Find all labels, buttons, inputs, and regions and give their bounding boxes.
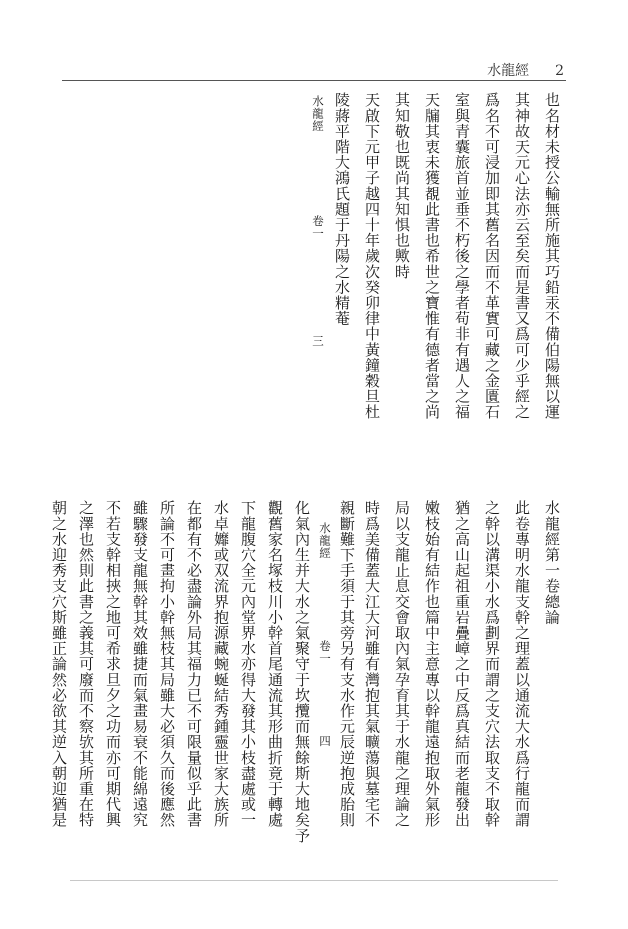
page-number: 2 xyxy=(555,63,564,79)
text-column: 也名材未授公輸無所施其巧鉛汞不備伯陽無以運 xyxy=(543,92,561,420)
text-column: 不若支幹相挾之地可希求旦夕之功而亦可期代興 xyxy=(104,500,122,828)
text-column: 猶之高山起祖重岩疊嶂之中反爲真結而老龍發出 xyxy=(453,500,471,828)
text-column: 雖驟發支龍無幹其效雖捷而氣畫易衰不能綿遠究 xyxy=(131,500,149,828)
section-heading: 水龍經第一卷總論 xyxy=(543,500,561,625)
margin-folio-number: 四 xyxy=(318,735,332,748)
text-column: 天啟下元甲子越四十年歲次癸卯律中黃鐘穀旦杜 xyxy=(363,92,381,420)
running-title: 水龍經 xyxy=(487,63,530,79)
text-column: 室與青囊旅首並垂不朽後之學者苟非有遇人之福 xyxy=(453,92,471,420)
text-column: 觀舊家名塚枝川小幹首尾通流其形曲折竟于轉處 xyxy=(266,500,284,828)
text-column: 時爲美備蓋大江大河雖有灣抱其氣曠蕩與墓宅不 xyxy=(363,500,381,828)
text-column: 其知敬也既尚其知惧也歟時 xyxy=(393,92,411,280)
scan-rule xyxy=(70,880,558,881)
text-column: 朝之水迎秀支穴斯雖正論然必欲其逆入朝迎猶是 xyxy=(50,500,68,828)
text-column: 下龍腹穴全元內堂界水亦得大發其小枝盡處或一 xyxy=(239,500,257,828)
page-header xyxy=(487,60,564,80)
margin-volume: 卷一 xyxy=(318,640,332,665)
margin-book-title: 水龍經 xyxy=(311,95,325,133)
text-column: 在都有不必盡論外局其福力已不可限量似乎此書 xyxy=(185,500,203,828)
margin-volume: 卷一 xyxy=(311,215,325,240)
text-column: 局以支龍止息交會取內氣孕育其于水龍之理論之 xyxy=(393,500,411,828)
text-column: 嫩枝始有結作也篇中主意專以幹龍遠抱取外氣形 xyxy=(423,500,441,828)
text-column: 爲名不可浸加即其舊名因而不革實可藏之金匱石 xyxy=(483,92,501,420)
text-column: 此卷專明水龍支幹之理蓋以通流大水爲行龍而謂 xyxy=(513,500,531,828)
text-column: 陵蔣平階大鴻氏題于丹陽之水精菴 xyxy=(333,92,351,326)
text-column: 水卓孊或双流界抱源藏蜿蜒結秀鍾靈世家大族所 xyxy=(212,500,230,828)
text-column: 天牖其衷未獲覩此書也希世之寶惟有德者當之尚 xyxy=(423,92,441,420)
header-rule xyxy=(62,80,566,81)
text-column: 所論不可畫拘小幹無枝其局雖大必須久而後應然 xyxy=(158,500,176,828)
margin-book-title: 水龍經 xyxy=(318,522,332,560)
text-column: 之幹以溝渠小水爲劃界而謂之支穴法取支不取幹 xyxy=(483,500,501,828)
text-column: 親斷難下手須于其旁另有支水作元辰逆抱成胎則 xyxy=(338,500,356,828)
text-column: 化氣內生并大水之氣聚守于坎攬而無餘斯大地矣予 xyxy=(293,500,311,844)
text-column: 之澤也然則此書之義其可廢而不察欤其所重在特 xyxy=(77,500,95,828)
text-column: 其神故天元心法亦云至矣而是書又爲可少乎經之 xyxy=(513,92,531,420)
margin-folio-number: 三 xyxy=(311,335,325,348)
